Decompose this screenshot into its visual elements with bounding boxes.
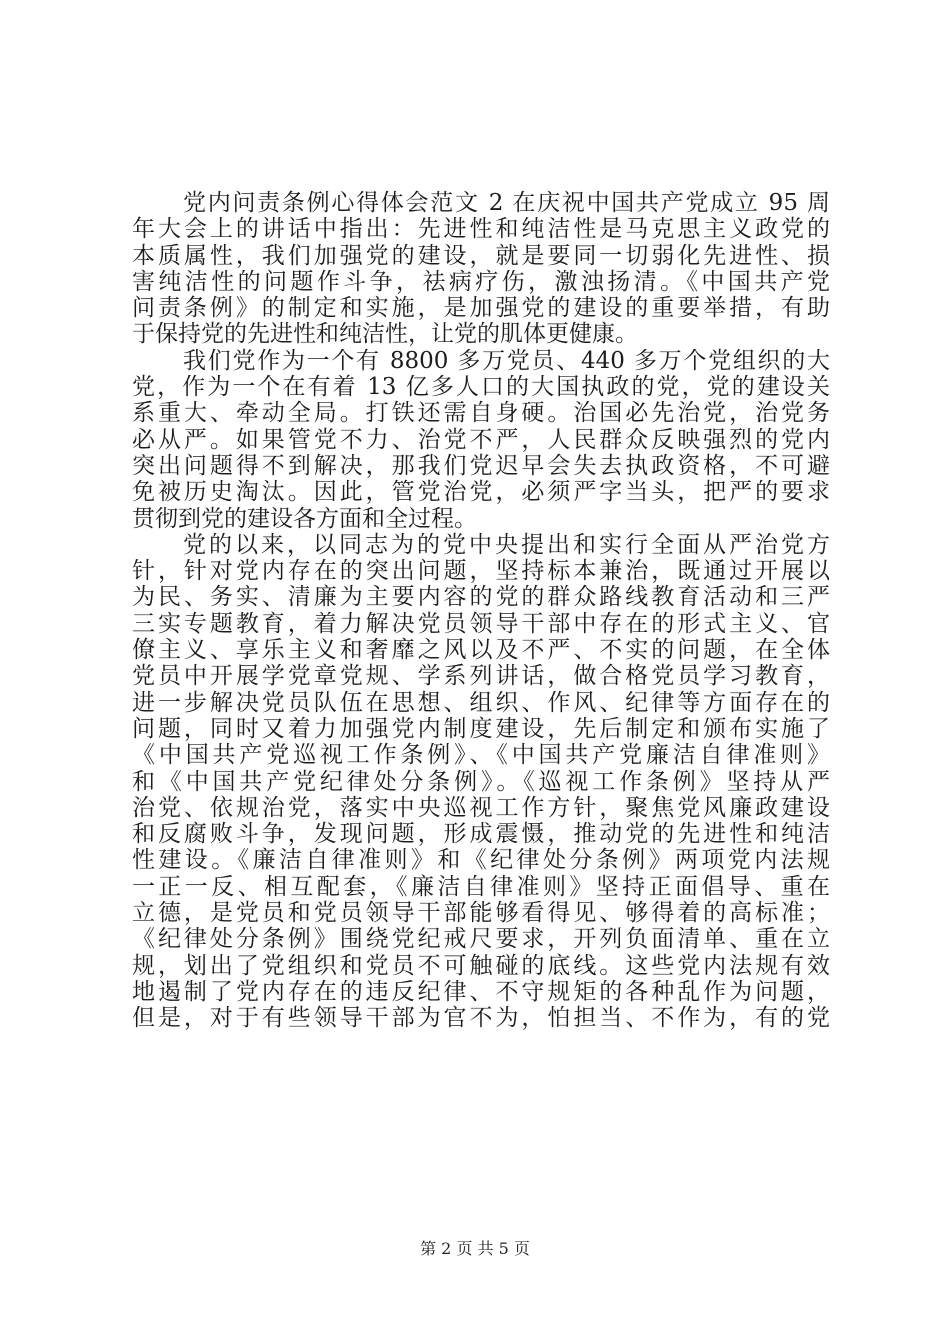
paragraph-2-line-3: 系重大、牵动全局。打铁还需自身硬。治国必先治党，治党务	[132, 400, 830, 427]
paragraph-1-line-5: 问责条例》的制定和实施，是加强党的建设的重要举措，有助	[132, 295, 830, 322]
paragraph-3-line-15: 立德，是党员和党员领导干部能够看得见、够得着的高标准；	[132, 900, 830, 927]
paragraph-2-line-2: 党，作为一个在有着 13 亿多人口的大国执政的党，党的建设关	[132, 374, 830, 401]
paragraph-3-line-8: 问题，同时又着力加强党内制度建设，先后制定和颁布实施了	[132, 715, 830, 742]
paragraph-3-line-16: 《纪律处分条例》围绕党纪戒尺要求，开列负面清单、重在立	[132, 926, 830, 953]
paragraph-2-line-1: 我们党作为一个有 8800 多万党员、440 多万个党组织的大	[183, 347, 830, 374]
paragraph-3-line-13: 性建设。《廉洁自律准则》和《纪律处分条例》两项党内法规	[132, 847, 830, 874]
paragraph-1-line-1: 党内问责条例心得体会范文 2 在庆祝中国共产党成立 95 周	[183, 190, 830, 216]
paragraph-3-line-18: 地遏制了党内存在的违反纪律、不守规矩的各种乱作为问题，	[132, 978, 830, 1005]
paragraph-3-line-3: 为民、务实、清廉为主要内容的党的群众路线教育活动和三严	[132, 584, 830, 611]
paragraph-2-line-6: 免被历史淘汰。因此，管党治党，必须严字当头，把严的要求	[132, 479, 830, 506]
paragraph-3-line-9: 《中国共产党巡视工作条例》、《中国共产党廉洁自律准则》	[132, 742, 830, 769]
paragraph-3-line-11: 治党、依规治党，落实中央巡视工作方针，聚焦党风廉政建设	[132, 794, 830, 821]
paragraph-3-line-12: 和反腐败斗争，发现问题，形成震慑，推动党的先进性和纯洁	[132, 821, 830, 848]
paragraph-3-line-14: 一正一反、相互配套，《廉洁自律准则》坚持正面倡导、重在	[132, 873, 830, 900]
paragraph-3-line-4: 三实专题教育，着力解决党员领导干部中存在的形式主义、官	[132, 610, 830, 637]
paragraph-3-line-19: 但是，对于有些领导干部为官不为，怕担当、不作为，有的党	[132, 1005, 830, 1032]
page-footer	[0, 1236, 950, 1259]
paragraph-2-line-7: 贯彻到党的建设各方面和全过程。	[132, 505, 477, 532]
paragraph-2-line-5: 突出问题得不到解决，那我们党迟早会失去执政资格，不可避	[132, 452, 830, 479]
paragraph-3-line-5: 僚主义、享乐主义和奢靡之风以及不严、不实的问题，在全体	[132, 637, 830, 664]
document-body	[132, 190, 830, 1032]
paragraph-2-line-4: 必从严。如果管党不力、治党不严，人民群众反映强烈的党内	[132, 426, 830, 453]
paragraph-3-line-6: 党员中开展学党章党规、学系列讲话，做合格党员学习教育，	[132, 663, 830, 690]
paragraph-3-line-10: 和《中国共产党纪律处分条例》。《巡视工作条例》坚持从严	[132, 768, 830, 795]
paragraph-1-line-6: 于保持党的先进性和纯洁性，让党的肌体更健康。	[132, 321, 638, 348]
page-indicator: 第 2 页 共 5 页	[420, 1239, 530, 1258]
paragraph-3-line-7: 进一步解决党员队伍在思想、组织、作风、纪律等方面存在的	[132, 689, 830, 716]
paragraph-1-line-3: 本质属性，我们加强党的建设，就是要同一切弱化先进性、损	[132, 242, 830, 269]
paragraph-3-line-1: 党的以来，以同志为的党中央提出和实行全面从严治党方	[183, 531, 830, 558]
paragraph-3-line-2: 针，针对党内存在的突出问题，坚持标本兼治，既通过开展以	[132, 558, 830, 585]
paragraph-1-line-2: 年大会上的讲话中指出：先进性和纯洁性是马克思主义政党的	[132, 216, 830, 243]
paragraph-1-line-4: 害纯洁性的问题作斗争，祛病疗伤，激浊扬清。《中国共产党	[132, 268, 830, 295]
paragraph-3-line-17: 规，划出了党组织和党员不可触碰的底线。这些党内法规有效	[132, 952, 830, 979]
